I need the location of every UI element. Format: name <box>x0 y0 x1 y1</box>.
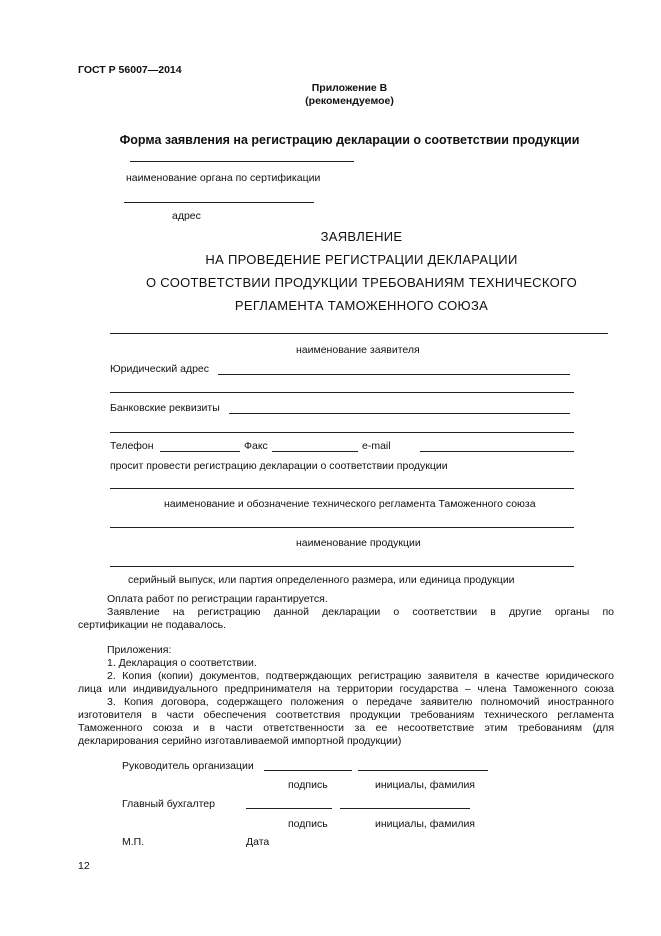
series-line <box>110 566 574 567</box>
request-text: просит провести регистрацию декларации о соответствии продукции <box>110 460 448 472</box>
applicant-name-caption: наименование заявителя <box>296 344 420 356</box>
seal-label: М.П. <box>122 836 145 848</box>
product-caption: наименование продукции <box>296 537 421 549</box>
attachment-item-3-line-2: изготовителя в части обеспечения соответствия продукции требованиям технического регламента <box>78 709 614 721</box>
product-line <box>110 527 574 528</box>
payment-text: Оплата работ по регистрации гарантируется. <box>107 593 328 605</box>
head-signature-caption: подпись <box>288 779 328 791</box>
statement-title-line-3: О СООТВЕТСТВИИ ПРОДУКЦИИ ТРЕБОВАНИЯМ ТЕХНИЧЕСКОГО <box>145 275 578 290</box>
chief-accountant-label: Главный бухгалтер <box>122 798 215 810</box>
bank-details-line-2 <box>110 432 574 433</box>
date-label: Дата <box>246 836 270 848</box>
phone-line <box>160 451 240 452</box>
accountant-signature-caption: подпись <box>288 818 328 830</box>
accountant-signature-line <box>246 808 332 809</box>
attachment-item-2-line-1: 2. Копия (копии) документов, подтверждающих регистрацию заявителя в качестве юридического <box>107 670 614 682</box>
head-name-caption: инициалы, фамилия <box>375 779 475 791</box>
head-of-organization-label: Руководитель организации <box>122 760 254 772</box>
authority-address-caption: адрес <box>172 210 201 222</box>
regulation-line <box>110 488 574 489</box>
attachment-item-3-line-3: Таможенного союза и в части ответственности за ее несоответствие этим требованиям (для <box>78 722 614 734</box>
legal-address-line-2 <box>110 392 574 393</box>
page-number: 12 <box>78 860 90 872</box>
attachments-heading: Приложения: <box>107 644 172 656</box>
fax-line <box>272 451 358 452</box>
series-caption: серийный выпуск, или партия определенного размера, или единица продукции <box>128 574 515 586</box>
applicant-name-line <box>110 333 608 334</box>
appendix-type: (рекомендуемое) <box>305 95 394 107</box>
statement-title-line-2: НА ПРОВЕДЕНИЕ РЕГИСТРАЦИИ ДЕКЛАРАЦИИ <box>205 252 518 267</box>
regulation-caption: наименование и обозначение технического регламента Таможенного союза <box>164 498 536 510</box>
bank-details-line <box>229 413 570 414</box>
bank-details-label: Банковские реквизиты <box>110 402 220 414</box>
accountant-name-line <box>340 808 470 809</box>
attachment-item-3-line-4: декларирования серийно изготавливаемой импортной продукции) <box>78 735 402 747</box>
appendix-title: Приложение В <box>311 82 388 94</box>
statement-title-line-4: РЕГЛАМЕНТА ТАМОЖЕННОГО СОЮЗА <box>234 298 489 313</box>
authority-name-line <box>130 161 354 162</box>
authority-address-line <box>124 202 314 203</box>
accountant-name-caption: инициалы, фамилия <box>375 818 475 830</box>
statement-para-line-1: Заявление на регистрацию данной декларации о соответствии в другие органы по <box>107 606 614 618</box>
legal-address-line <box>218 374 570 375</box>
attachment-item-3-line-1: 3. Копия договора, содержащего положения о передаче заявителю полномочий иностранного <box>107 696 614 708</box>
head-name-line <box>358 770 488 771</box>
fax-label: Факс <box>244 440 268 452</box>
attachment-item-1: 1. Декларация о соответствии. <box>107 657 257 669</box>
legal-address-label: Юридический адрес <box>110 363 210 375</box>
statement-title-line-1: ЗАЯВЛЕНИЕ <box>320 229 403 244</box>
form-title: Форма заявления на регистрацию декларации о соответствии продукции <box>119 133 580 147</box>
attachment-item-2-line-2: лица или индивидуального предпринимателя на территории государства – члена Таможенного союза <box>78 683 614 695</box>
head-signature-line <box>264 770 352 771</box>
phone-label: Телефон <box>110 440 154 452</box>
authority-name-caption: наименование органа по сертификации <box>126 172 321 184</box>
standard-number: ГОСТ Р 56007—2014 <box>78 64 182 76</box>
email-line <box>420 451 574 452</box>
statement-para-line-2: сертификации не подавалось. <box>78 619 227 631</box>
email-label: e-mail <box>362 440 391 452</box>
